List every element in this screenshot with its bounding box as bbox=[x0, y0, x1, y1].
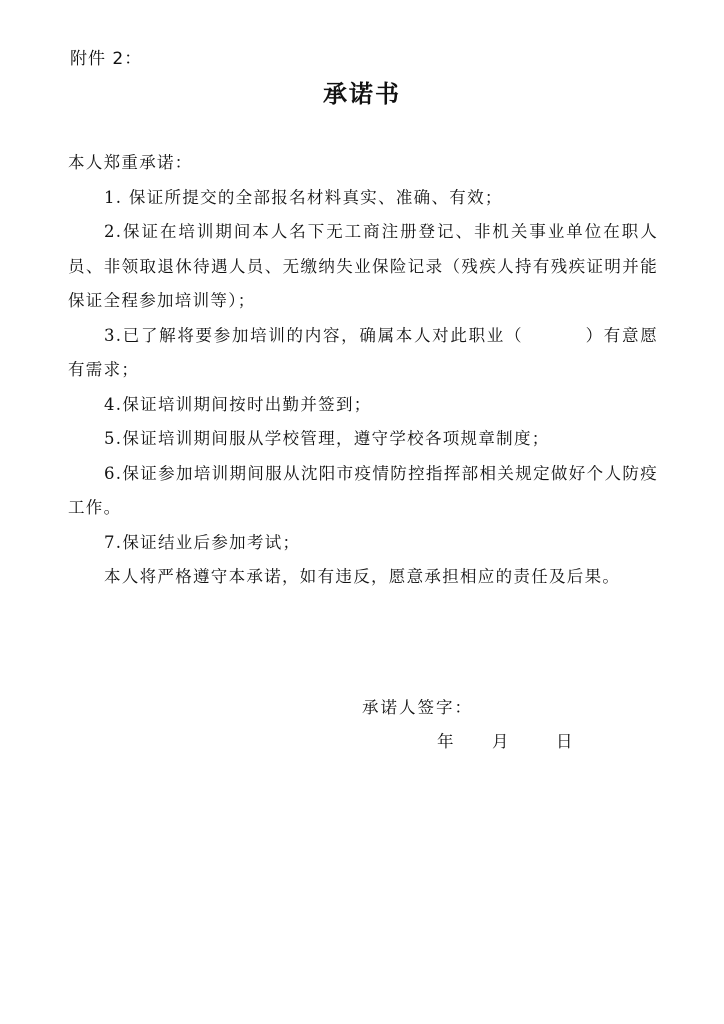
closing-statement: 本人将严格遵守本承诺，如有违反，愿意承担相应的责任及后果。 bbox=[104, 567, 621, 586]
commitment-item-3-part-1: 3.已了解将要参加培训的内容，确属本人对此职业（ bbox=[104, 325, 524, 345]
commitment-item-5: 5.保证培训期间服从学校管理，遵守学校各项规章制度； bbox=[104, 429, 550, 448]
intro-line: 本人郑重承诺： bbox=[68, 153, 193, 172]
commitment-item-4: 4.保证培训期间按时出勤并签到； bbox=[104, 394, 372, 414]
commitment-body bbox=[68, 146, 658, 595]
attachment-label: 附件 2： bbox=[70, 49, 143, 69]
commitment-item-1: 1. 保证所提交的全部报名材料真实、准确、有效； bbox=[104, 187, 503, 207]
commitment-item-6: 6.保证参加培训期间服从沈阳市疫情防控指挥部相关规定做好个人防疫工作。 bbox=[68, 463, 658, 517]
commitment-item-2: 2.保证在培训期间本人名下无工商注册登记、非机关事业单位在职人员、非领取退休待遇人员、无缴纳失业保险记录（残疾人持有残疾证明并能保证全程参加培训等）； bbox=[68, 222, 658, 310]
commitment-item-7: 7.保证结业后参加考试； bbox=[104, 532, 301, 552]
commitment-item-3-part-2: ）有意愿有需求； bbox=[68, 325, 658, 379]
date-year-label: 年 bbox=[437, 732, 454, 751]
signature-label: 承诺人签字： bbox=[362, 698, 473, 717]
commitment-item-3 bbox=[68, 319, 658, 388]
date-month-label: 月 bbox=[492, 732, 509, 751]
date-day-label: 日 bbox=[556, 732, 573, 751]
document-title: 承诺书 bbox=[323, 80, 401, 108]
